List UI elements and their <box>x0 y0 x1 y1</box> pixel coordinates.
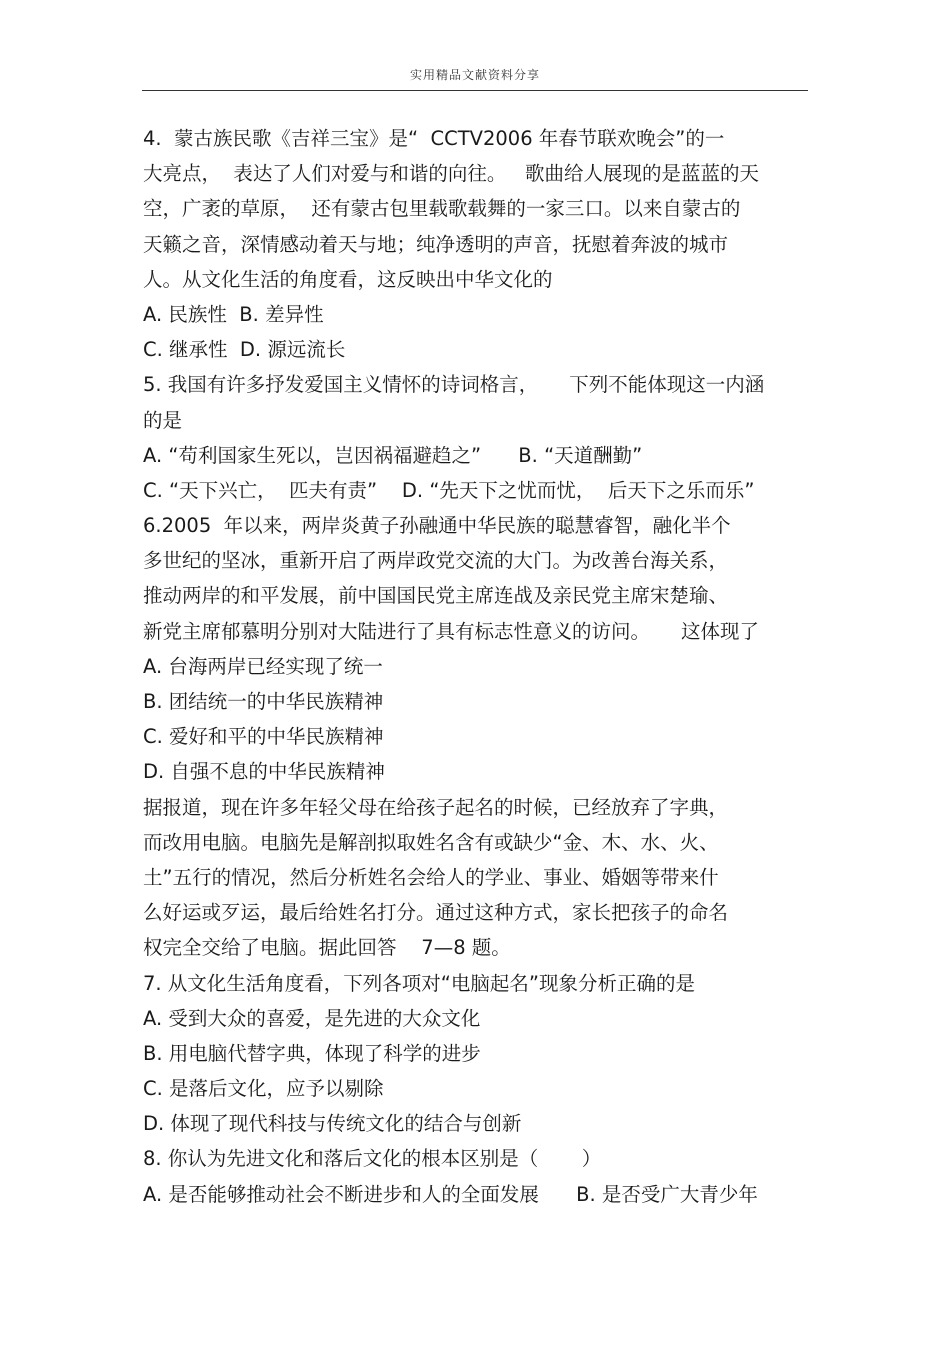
text-line: A. 台海两岸已经实现了统一 <box>143 654 383 678</box>
text-line: C. 继承性 D. 源远流长 <box>143 338 346 362</box>
text-line: 权完全交给了电脑。据此回答 7—8 题。 <box>143 936 511 960</box>
text-line: 7. 从文化生活角度看，下列各项对“电脑起名”现象分析正确的是 <box>143 971 696 995</box>
text-line: D. 自强不息的中华民族精神 <box>143 760 385 784</box>
text-line: 的是 <box>143 408 183 432</box>
text-line: 而改用电脑。电脑先是解剖拟取姓名含有或缺少“金、木、水、火、 <box>143 830 719 854</box>
document-body <box>143 121 815 1212</box>
text-line: 么好运或歹运，最后给姓名打分。通过这种方式，家长把孩子的命名 <box>143 901 729 925</box>
text-line: 空，广袤的草原， 还有蒙古包里载歌载舞的一家三口。以来自蒙古的 <box>143 197 741 221</box>
text-line: D. 体现了现代科技与传统文化的结合与创新 <box>143 1112 522 1136</box>
text-line: 据报道，现在许多年轻父母在给孩子起名的时候，已经放弃了字典， <box>143 795 729 819</box>
text-line: 土”五行的情况，然后分析姓名会给人的学业、事业、婚姻等带来什 <box>143 865 719 889</box>
text-line: 8. 你认为先进文化和落后文化的根本区别是（ ） <box>143 1147 602 1171</box>
text-line: A. “苟利国家生死以，岂因祸福避趋之” B. “天道酬勤” <box>143 443 643 467</box>
text-line: 6.2005 年以来，两岸炎黄子孙融通中华民族的聪慧睿智，融化半个 <box>143 514 731 538</box>
text-line: B. 团结统一的中华民族精神 <box>143 690 384 713</box>
text-line: 多世纪的坚冰，重新开启了两岸政党交流的大门。为改善台海关系， <box>143 549 729 573</box>
text-line: C. 是落后文化，应予以剔除 <box>143 1077 384 1101</box>
text-line: 人。从文化生活的角度看，这反映出中华文化的 <box>143 267 553 291</box>
text-line: C. 爱好和平的中华民族精神 <box>143 725 384 749</box>
text-line: 4. 蒙古族民歌《吉祥三宝》是“ CCTV2006 年春节联欢晚会”的一 <box>143 127 725 150</box>
text-line: A. 受到大众的喜爱，是先进的大众文化 <box>143 1006 481 1030</box>
text-line: B. 用电脑代替字典，体现了科学的进步 <box>143 1041 481 1065</box>
header-divider <box>142 90 808 91</box>
text-line: 推动两岸的和平发展，前中国国民党主席连战及亲民党主席宋楚瑜、 <box>143 584 729 608</box>
text-line: 5. 我国有许多抒发爱国主义情怀的诗词格言， 下列不能体现这一内涵 <box>143 373 765 397</box>
text-line: 新党主席郁慕明分别对大陆进行了具有标志性意义的访问。 这体现了 <box>143 619 759 643</box>
text-line: 大亮点， 表达了人们对爱与和谐的向往。 歌曲给人展现的是蓝蓝的天 <box>143 162 759 186</box>
text-line: 天籁之音，深情感动着天与地；纯净透明的声音，抚慰着奔波的城市 <box>143 232 729 256</box>
text-line: A. 民族性 B. 差异性 <box>143 302 324 326</box>
text-line: C. “天下兴亡， 匹夫有责” D. “先天下之忧而忧， 后天下之乐而乐” <box>143 478 755 502</box>
page-header: 实用精品文献资料分享 <box>409 68 540 82</box>
text-line: A. 是否能够推动社会不断进步和人的全面发展 B. 是否受广大青少年 <box>143 1182 758 1206</box>
